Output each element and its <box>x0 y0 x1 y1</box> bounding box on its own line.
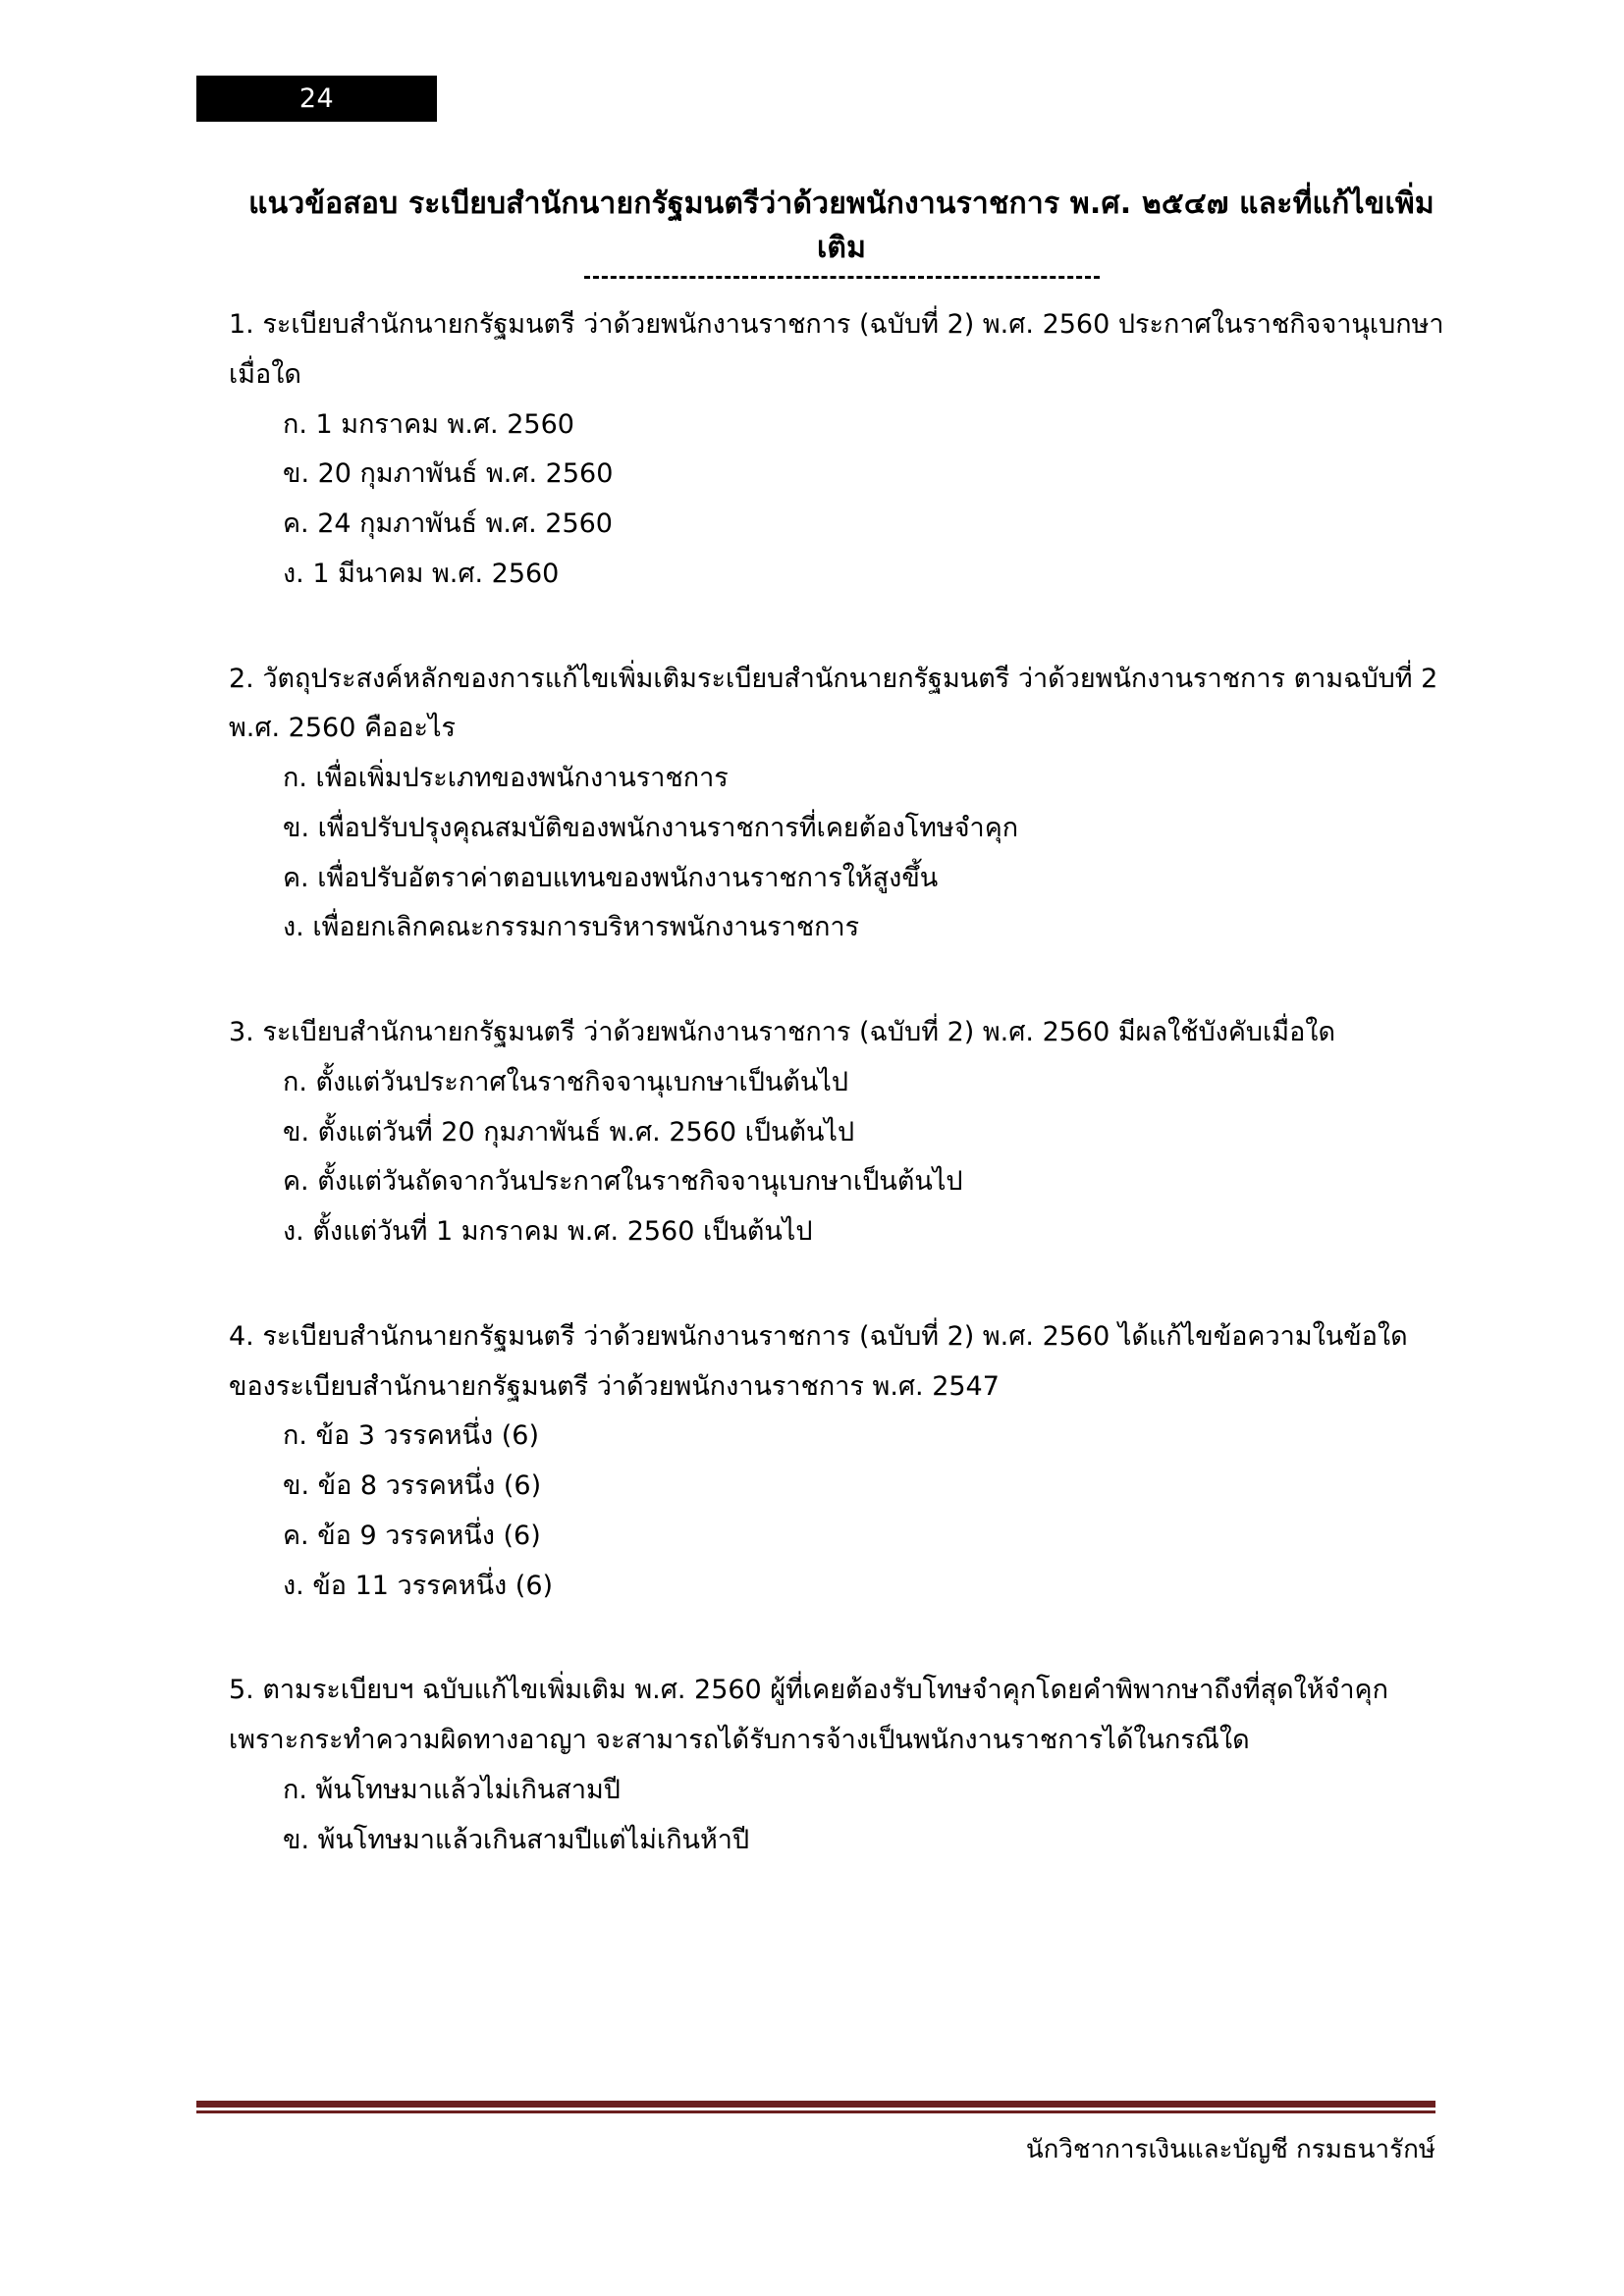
option-ko[interactable]: ก. พ้นโทษมาแล้วไม่เกินสามปี <box>283 1774 621 1805</box>
question-stem: 2. วัตถุประสงค์หลักของการแก้ไขเพิ่มเติมระเบียบสำนักนายกรัฐมนตรี ว่าด้วยพนักงานราชการ ตามฉบับที่ 2 พ.ศ. 2560 คืออะไร <box>229 663 1438 744</box>
option-kho[interactable]: ข. พ้นโทษมาแล้วเกินสามปีแต่ไม่เกินห้าปี <box>283 1824 750 1855</box>
option-kho[interactable]: ข. ข้อ 8 วรรคหนึ่ง (6) <box>283 1470 542 1501</box>
page-title: แนวข้อสอบ ระเบียบสำนักนายกรัฐมนตรีว่าด้วยพนักงานราชการ พ.ศ. ๒๕๔๗ และที่แก้ไขเพิ่มเติม <box>248 187 1435 265</box>
question-gap <box>229 610 1454 655</box>
question-stem: 4. ระเบียบสำนักนายกรัฐมนตรี ว่าด้วยพนักงานราชการ (ฉบับที่ 2) พ.ศ. 2560 ได้แก้ไขข้อความในข้อใดของระเบียบสำนักนายกรัฐมนตรี ว่าด้วยพนักงานราชการ พ.ศ. 2547 <box>229 1320 1408 1402</box>
question-stem: 1. ระเบียบสำนักนายกรัฐมนตรี ว่าด้วยพนักงานราชการ (ฉบับที่ 2) พ.ศ. 2560 ประกาศในราชกิจจานุเบกษาเมื่อใด <box>229 309 1444 390</box>
title-separator <box>584 276 1100 279</box>
footer-rule-thick <box>196 2101 1435 2108</box>
option-ngo[interactable]: ง. เพื่อยกเลิกคณะกรรมการบริหารพนักงานราชการ <box>283 912 860 943</box>
option-kho-alt[interactable]: ค. 24 กุมภาพันธ์ พ.ศ. 2560 <box>283 508 613 539</box>
option-kho[interactable]: ข. ตั้งแต่วันที่ 20 กุมภาพันธ์ พ.ศ. 2560 เป็นต้นไป <box>283 1116 855 1148</box>
option-kho-alt[interactable]: ค. เพื่อปรับอัตราค่าตอบแทนของพนักงานราชการให้สูงขึ้น <box>283 862 939 893</box>
option-ngo[interactable]: ง. ข้อ 11 วรรคหนึ่ง (6) <box>283 1570 554 1601</box>
document-content <box>229 182 1454 1875</box>
question-stem: 3. ระเบียบสำนักนายกรัฐมนตรี ว่าด้วยพนักงานราชการ (ฉบับที่ 2) พ.ศ. 2560 มีผลใช้บังคับเมื่อใด <box>229 1017 1336 1047</box>
question-gap <box>229 1267 1454 1312</box>
question-options <box>229 1058 1454 1257</box>
question-options <box>229 400 1454 600</box>
option-ngo[interactable]: ง. 1 มีนาคม พ.ศ. 2560 <box>283 558 560 589</box>
page-number-bar: 24 <box>196 76 437 122</box>
question-options <box>229 1412 1454 1611</box>
question-block <box>229 1312 1454 1612</box>
question-block <box>229 655 1454 954</box>
option-kho[interactable]: ข. เพื่อปรับปรุงคุณสมบัติของพนักงานราชการที่เคยต้องโทษจำคุก <box>283 812 1019 843</box>
question-gap <box>229 963 1454 1008</box>
option-ko[interactable]: ก. เพื่อเพิ่มประเภทของพนักงานราชการ <box>283 763 729 793</box>
option-ko[interactable]: ก. 1 มกราคม พ.ศ. 2560 <box>283 408 574 440</box>
footer-rule-thin <box>196 2110 1435 2113</box>
footer-rule <box>196 2101 1435 2113</box>
option-kho-alt[interactable]: ค. ข้อ 9 วรรคหนึ่ง (6) <box>283 1520 541 1551</box>
question-gap <box>229 1621 1454 1666</box>
footer-text: นักวิชาการเงินและบัญชี กรมธนารักษ์ <box>1025 2135 1435 2164</box>
option-kho[interactable]: ข. 20 กุมภาพันธ์ พ.ศ. 2560 <box>283 458 614 490</box>
question-options <box>229 1766 1454 1866</box>
option-kho-alt[interactable]: ค. ตั้งแต่วันถัดจากวันประกาศในราชกิจจานุเบกษาเป็นต้นไป <box>283 1166 963 1198</box>
question-block <box>229 300 1454 600</box>
question-stem: 5. ตามระเบียบฯ ฉบับแก้ไขเพิ่มเติม พ.ศ. 2560 ผู้ที่เคยต้องรับโทษจำคุกโดยคำพิพากษาถึงที่สุดให้จำคุกเพราะกระทำความผิดทางอาญา จะสามารถได้รับการจ้างเป็นพนักงานราชการได้ในกรณีใด <box>229 1675 1388 1755</box>
question-block <box>229 1666 1454 1865</box>
question-options <box>229 754 1454 953</box>
option-ko[interactable]: ก. ข้อ 3 วรรคหนึ่ง (6) <box>283 1420 540 1452</box>
option-ko[interactable]: ก. ตั้งแต่วันประกาศในราชกิจจานุเบกษาเป็นต้นไป <box>283 1066 849 1097</box>
question-block <box>229 1008 1454 1257</box>
option-ngo[interactable]: ง. ตั้งแต่วันที่ 1 มกราคม พ.ศ. 2560 เป็นต้นไป <box>283 1216 813 1247</box>
